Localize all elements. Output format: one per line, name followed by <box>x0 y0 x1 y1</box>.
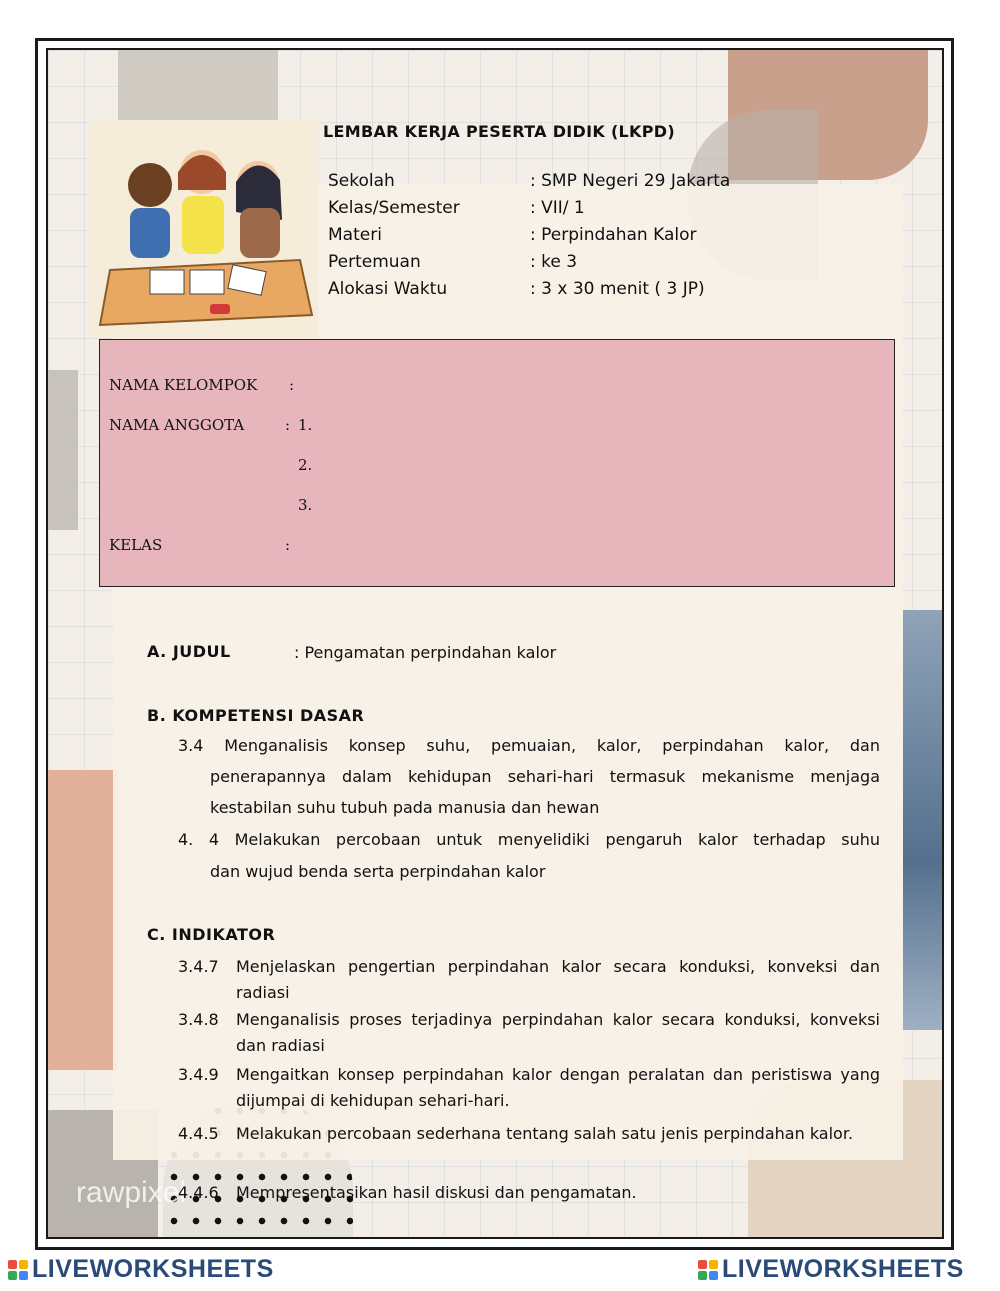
identity-box <box>99 339 895 587</box>
section-a-heading: A. JUDUL <box>147 642 231 661</box>
class-label: KELAS <box>109 536 163 554</box>
section-c-heading: C. INDIKATOR <box>147 925 276 944</box>
indicator-text: Mengaitkan konsep perpindahan kalor dengan peralatan dan peristiswa yang dijumpai di kehidupan sehari-hari. <box>236 1065 880 1110</box>
indicator-item <box>178 1180 880 1206</box>
members-label: NAMA ANGGOTA <box>109 416 245 434</box>
deco-stripe-left <box>118 50 278 130</box>
indicator-number: 3.4.7 <box>178 957 219 976</box>
liveworksheets-logo-icon <box>698 1260 718 1280</box>
indicator-text: Mempresentasikan hasil diskusi dan pengamatan. <box>236 1183 637 1202</box>
section-a-value: : Pengamatan perpindahan kalor <box>294 643 557 662</box>
kd-item-first-line: 4. 4 Melakukan percobaan untuk menyelidiki pengaruh kalor terhadap suhu <box>178 830 880 849</box>
info-value: : VII/ 1 <box>530 198 585 218</box>
member-number: 3. <box>298 496 313 514</box>
deco-left-grey <box>48 370 78 530</box>
info-value: : SMP Negeri 29 Jakarta <box>530 171 731 191</box>
class-colon: : <box>285 536 291 554</box>
worksheet-page <box>46 48 944 1239</box>
kd-item-line: dan wujud benda serta perpindahan kalor <box>210 862 546 881</box>
kd-item-line: penerapannya dalam kehidupan sehari-hari termasuk mekanisme menjaga <box>210 767 880 786</box>
kd-item-line: kestabilan suhu tubuh pada manusia dan hewan <box>210 798 600 817</box>
info-value: : ke 3 <box>530 252 578 272</box>
member-number: 2. <box>298 456 313 474</box>
students-illustration <box>90 120 318 338</box>
brand-text: LIVEWORKSHEETS <box>722 1255 964 1283</box>
section-b-heading: B. KOMPETENSI DASAR <box>147 706 365 725</box>
kd-item-first-line: 3.4 Menganalisis konsep suhu, pemuaian, kalor, perpindahan kalor, dan <box>178 736 880 755</box>
info-label: Sekolah <box>328 171 395 191</box>
info-label: Kelas/Semester <box>328 198 460 218</box>
deco-pink-tile <box>48 770 118 1070</box>
member-number: 1. <box>298 416 313 434</box>
info-row-materi <box>328 222 730 249</box>
indicator-text: Menganalisis proses terjadinya perpindahan kalor secara konduksi, konveksi dan radiasi <box>236 1010 880 1055</box>
liveworksheets-logo-icon <box>8 1260 28 1280</box>
indicator-text: Melakukan percobaan sederhana tentang salah satu jenis perpindahan kalor. <box>236 1124 854 1143</box>
info-label: Materi <box>328 225 382 245</box>
indicator-item <box>178 1121 880 1147</box>
members-colon: : <box>285 416 291 434</box>
info-label: Alokasi Waktu <box>328 279 448 299</box>
indicator-number: 4.4.6 <box>178 1183 219 1202</box>
indicator-number: 3.4.9 <box>178 1065 219 1084</box>
info-row-sekolah <box>328 168 730 195</box>
deco-blue-strip <box>903 610 944 1030</box>
liveworksheets-watermark-right <box>698 1255 964 1284</box>
indicator-item <box>178 1062 880 1114</box>
info-value: : Perpindahan Kalor <box>530 225 697 245</box>
liveworksheets-watermark-left <box>8 1255 274 1284</box>
indicator-item <box>178 954 880 1006</box>
info-row-alokasi <box>328 276 730 303</box>
indicator-number: 4.4.5 <box>178 1124 219 1143</box>
group-label: NAMA KELOMPOK <box>109 376 258 394</box>
deco-stock-watermark: rawpixel <box>76 1176 187 1209</box>
info-value: : 3 x 30 menit ( 3 JP) <box>530 279 705 299</box>
indicator-item <box>178 1007 880 1059</box>
info-row-kelas <box>328 195 730 222</box>
worksheet-title: LEMBAR KERJA PESERTA DIDIK (LKPD) <box>323 122 675 141</box>
indicator-number: 3.4.8 <box>178 1010 219 1029</box>
indicator-text: Menjelaskan pengertian perpindahan kalor secara konduksi, konveksi dan radiasi <box>236 957 880 1002</box>
info-table <box>328 168 730 303</box>
info-row-pertemuan <box>328 249 730 276</box>
brand-text: LIVEWORKSHEETS <box>32 1255 274 1283</box>
group-colon: : <box>289 376 295 394</box>
info-label: Pertemuan <box>328 252 421 272</box>
